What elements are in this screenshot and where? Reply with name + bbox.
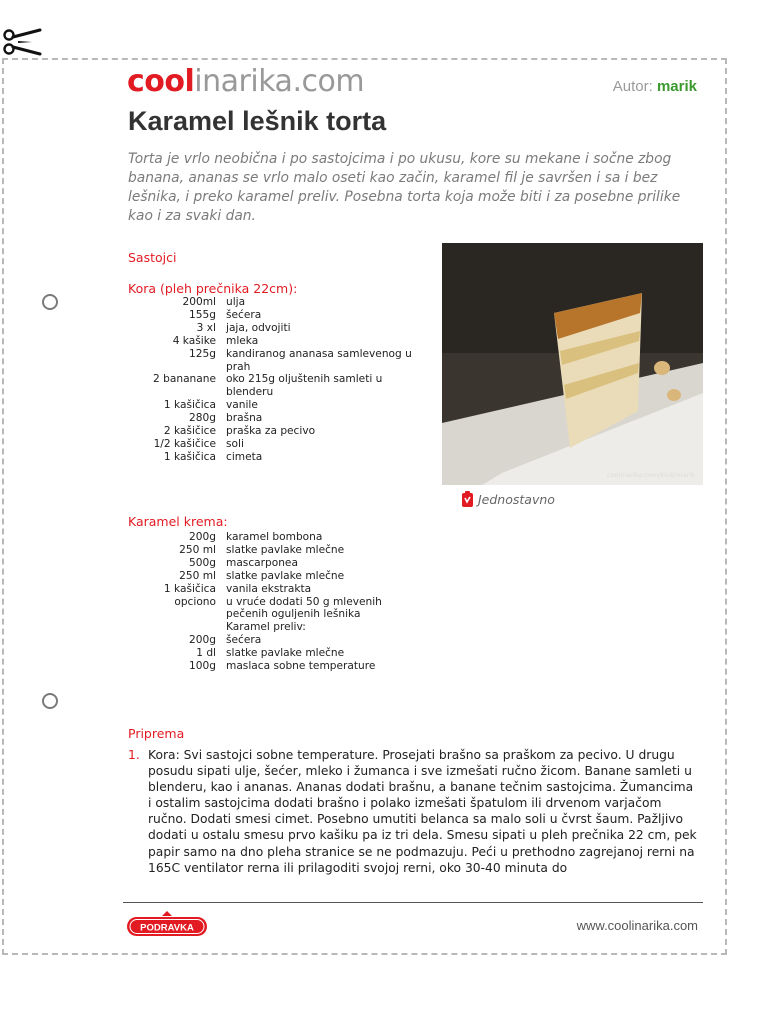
ingredient-description: šećera	[226, 308, 262, 321]
ingredient-quantity: 1 kašičica	[163, 399, 216, 412]
logo-text-inarika: inarika	[194, 64, 293, 99]
ingredient-row	[128, 438, 416, 451]
scissors-icon	[2, 26, 42, 58]
logo-text-domain: .com	[292, 64, 365, 99]
step-item	[128, 747, 698, 876]
ingredient-quantity: 200g	[189, 531, 216, 543]
ingredient-quantity: 1 dl	[196, 647, 216, 660]
ingredient-row	[128, 322, 416, 335]
cake-image	[442, 243, 703, 485]
ingredient-row	[128, 373, 416, 399]
recipe-title: Karamel lešnik torta	[128, 106, 387, 136]
ingredient-row	[128, 309, 416, 322]
author-name[interactable]: marik	[656, 78, 697, 95]
ingredient-quantity: 2 kašičice	[163, 425, 216, 438]
ingredient-quantity: 3 xl	[196, 321, 216, 334]
ingredient-description: Karamel preliv:	[226, 621, 306, 634]
ingredient-description: cimeta	[226, 450, 263, 463]
podravka-logo[interactable]	[126, 910, 208, 940]
ingredient-row	[128, 660, 416, 673]
ingredient-row	[128, 412, 416, 425]
ingredient-row	[128, 425, 416, 438]
ingredient-quantity: 125g	[189, 347, 216, 360]
ingredient-description: mascarponea	[226, 556, 298, 569]
punch-hole	[42, 693, 58, 709]
ingredient-row	[128, 451, 416, 464]
footer-divider	[123, 902, 703, 903]
ingredient-quantity: 1 kašičica	[163, 582, 216, 595]
ingredient-row	[128, 544, 416, 557]
ingredient-group-title-cream: Karamel krema:	[128, 514, 228, 529]
ingredient-description: vanila ekstrakta	[226, 582, 312, 595]
ingredient-row	[128, 583, 416, 596]
punch-hole	[42, 294, 58, 310]
ingredient-quantity: 280g	[189, 412, 216, 425]
ingredient-description: vanile	[226, 399, 258, 412]
preparation-heading: Priprema	[128, 726, 185, 741]
ingredient-table-crust	[128, 296, 416, 464]
ingredient-group-title-crust: Kora (pleh prečnika 22cm):	[128, 281, 298, 296]
difficulty-indicator	[461, 490, 555, 508]
ingredient-quantity: 200g	[189, 634, 216, 647]
ingredient-description: oko 215g oljuštenih samleti u blenderu	[226, 373, 383, 399]
photo-watermark: coolinarika.com/klub/marik	[606, 471, 695, 479]
ingredient-quantity: 200ml	[182, 296, 216, 308]
ingredient-description: kandiranog ananasa samlevenog u prah	[226, 347, 412, 373]
ingredient-row	[128, 596, 416, 622]
ingredient-description: brašna	[226, 412, 263, 425]
difficulty-label: Jednostavno	[478, 491, 555, 507]
website-url[interactable]: www.coolinarika.com	[576, 918, 698, 933]
ingredient-quantity: 4 kašike	[172, 334, 216, 347]
podravka-logo-text: PODRAVKA	[140, 922, 194, 934]
ingredient-row	[128, 296, 416, 309]
ingredient-description: šećera	[226, 634, 262, 647]
ingredient-row	[128, 557, 416, 570]
ingredient-row	[128, 570, 416, 583]
step-number: 1.	[128, 748, 140, 762]
author-line	[613, 78, 697, 95]
ingredient-quantity: opciono	[174, 595, 216, 608]
ingredient-description: mleka	[226, 334, 259, 347]
ingredient-quantity: 1/2 kašičice	[153, 437, 216, 450]
difficulty-icon	[461, 490, 474, 508]
ingredient-row	[128, 647, 416, 660]
ingredient-quantity: 155g	[189, 308, 216, 321]
ingredient-quantity: 1 kašičica	[163, 450, 216, 463]
site-logo[interactable]	[127, 64, 364, 100]
step-text: Kora: Svi sastojci sobne temperature. Prosejati brašno sa praškom za pecivo. U drugu posudu sipati ulje, šećer, mleko i žumanca i sve izmešati ručno žicom. Banane samleti u blenderu, kao i ananas. Ananas dodati brašnu, a banane tečnim sastojcima. Žumancima i ostalim sastojcima dodati brašno i polako izmešati špatulom ili drvenom varjačom ručno. Dodati smesi cimet. Posebno umutiti belanca sa malo soli u čvrst šaum. Pažljivo dodati u ostalu smesu prvo kašiku pa iz tri dela. Smesu sipati u pleh prečnika 22 cm, pek papir samo na dno pleha stranice se ne podmazuju. Peći u prethodno zagrejanoj rerni na 165C ventilator rerna ili prilagoditi svojoj rerni, oko 30-40 minuta do	[148, 748, 697, 875]
ingredient-row	[128, 634, 416, 647]
ingredient-quantity: 250 ml	[179, 543, 216, 556]
ingredient-row	[128, 399, 416, 412]
ingredient-row	[128, 621, 416, 634]
ingredient-description: soli	[226, 437, 244, 450]
ingredient-quantity: 2 bananane	[153, 373, 216, 386]
ingredient-quantity: 250 ml	[179, 569, 216, 582]
ingredient-description: karamel bombona	[226, 531, 323, 543]
recipe-intro: Torta je vrlo neobična i po sastojcima i po ukusu, kore su mekane i sočne zbog banana, ananas se vrlo malo oseti kao začin, karamel fil je savršen i sa i bez lešnika, i preko karamel preliv. Posebna torta koja može biti i za posebne prilike kao i za svaki dan.	[128, 151, 681, 224]
recipe-photo	[442, 243, 703, 485]
ingredient-table-cream	[128, 531, 416, 673]
author-label: Autor:	[612, 78, 653, 95]
ingredient-description: slatke pavlake mlečne	[226, 569, 345, 582]
ingredient-description: u vruće dodati 50 g mlevenih pečenih oguljenih lešnika	[226, 595, 382, 621]
ingredient-description: maslaca sobne temperature	[226, 660, 376, 673]
ingredient-quantity: 100g	[189, 660, 216, 673]
ingredient-row	[128, 335, 416, 348]
ingredient-description: slatke pavlake mlečne	[226, 543, 345, 556]
preparation-steps	[128, 747, 698, 877]
ingredient-row	[128, 531, 416, 544]
ingredients-heading: Sastojci	[128, 250, 177, 265]
ingredient-description: jaja, odvojiti	[226, 321, 291, 334]
ingredient-description: praška za pecivo	[226, 425, 316, 438]
logo-text-cool: cool	[127, 64, 195, 99]
ingredient-description: slatke pavlake mlečne	[226, 647, 345, 660]
ingredient-row	[128, 348, 416, 374]
ingredient-description: ulja	[226, 296, 246, 308]
ingredient-quantity	[128, 621, 226, 634]
ingredient-quantity: 500g	[189, 556, 216, 569]
